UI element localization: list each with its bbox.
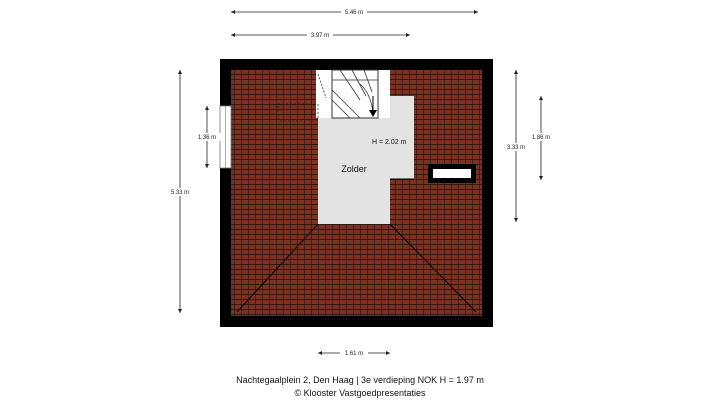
dim-left-window: 1.36 m — [197, 135, 217, 141]
caption-address: Nachtegaalplein 2, Den Haag | 3e verdieping NOK H = 1.97 m — [236, 375, 484, 385]
dim-top-overall: 5.46 m — [344, 10, 364, 16]
dim-right-inner: 1.86 m — [531, 135, 551, 141]
caption-copyright: © Klooster Vastgoedpresentaties — [294, 388, 426, 398]
room-name: Zolder — [341, 164, 367, 174]
room-height: H = 2.02 m — [372, 139, 407, 146]
dim-left-overall: 5.33 m — [170, 190, 190, 196]
dim-top-inner: 3.97 m — [310, 33, 330, 39]
dim-right-outer: 3.33 m — [506, 145, 526, 151]
dim-bottom: 1.61 m — [344, 351, 364, 357]
